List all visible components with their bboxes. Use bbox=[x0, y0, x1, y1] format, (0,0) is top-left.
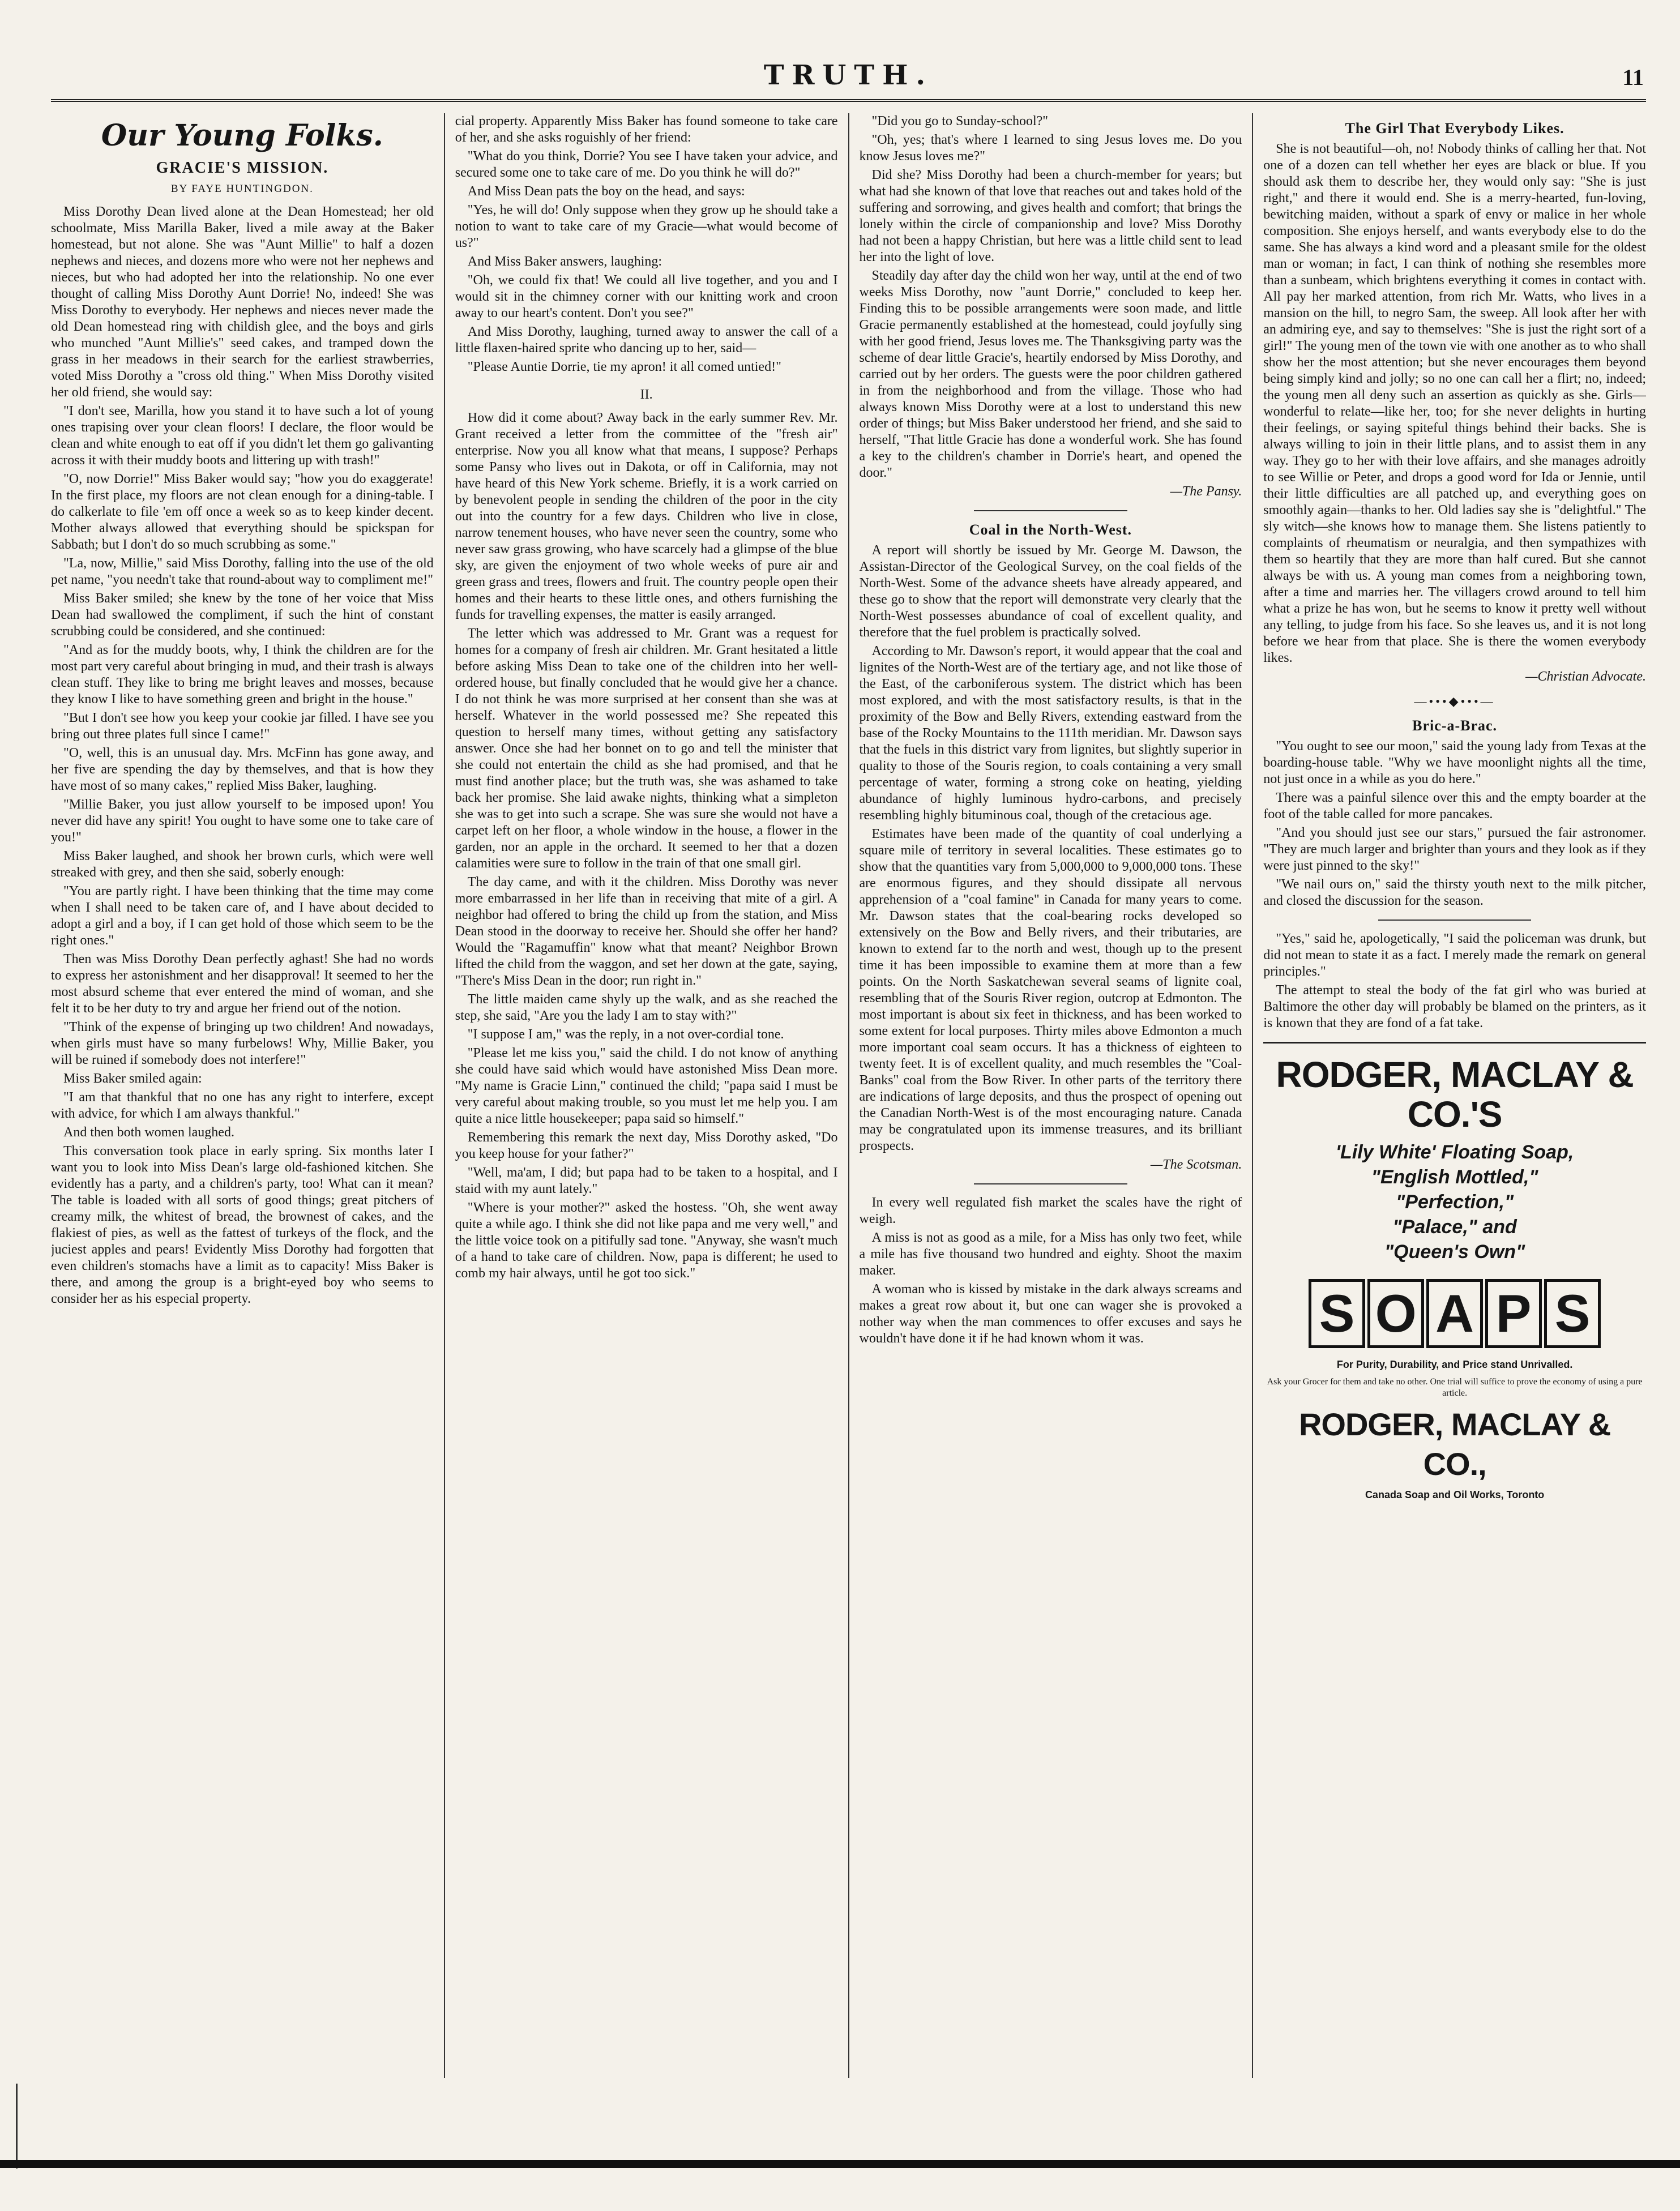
source-credit: —Christian Advocate. bbox=[1525, 669, 1646, 684]
paragraph: And Miss Dorothy, laughing, turned away to answer the call of a little flaxen-haired sprite who dancing up to her, said— bbox=[455, 324, 838, 356]
paragraph: "Yes, he will do! Only suppose when they grow up he should take a notion to want to take care of my Gracie—what would become of us?" bbox=[455, 203, 838, 250]
ad-product: 'Lily White' Floating Soap, bbox=[1335, 1141, 1574, 1163]
columns bbox=[51, 113, 1646, 2078]
paragraph: And Miss Baker answers, laughing: bbox=[467, 254, 662, 269]
divider bbox=[1378, 920, 1531, 921]
paragraph: "But I don't see how you keep your cookie jar filled. I have see you bring out three plates full since I came!" bbox=[51, 711, 434, 742]
paragraph: "What do you think, Dorrie? You see I have taken your advice, and secured some one to take care of me. Do you think he will do?" bbox=[455, 149, 838, 180]
paragraph: A woman who is kissed by mistake in the dark always screams and makes a great row about it, but one can wager she is provoked a nother way when the man commences to offer excuses and says he wouldn't have done it if he had known whom it was. bbox=[859, 1282, 1242, 1346]
column-4 bbox=[1252, 113, 1646, 2078]
source-credit: —The Scotsman. bbox=[1150, 1157, 1242, 1172]
paragraph: This conversation took place in early spring. Six months later I want you to look into Miss Dean's large old-fashioned kitchen. She evidently has a party, and a children's party, too! What can it mean? The table is loaded with all sorts of good things; great pitchers of creamy milk, the whitest of bread, the brownest of cakes, and the flakiest of pies, as well as the fattest of turkeys of the flock, and the juciest apples and pears! Evidently Miss Dorothy had forgotten that even children's stomachs have a limit as to capacity! Miss Baker is there, and among the group is a bright-eyed boy who seems to consider her as his especial property. bbox=[51, 1144, 434, 1306]
soaps-letter: P bbox=[1485, 1279, 1542, 1348]
soaps-letter: S bbox=[1544, 1279, 1601, 1348]
paragraph: Remembering this remark the next day, Miss Dorothy asked, "Do you keep house for your father?" bbox=[455, 1130, 838, 1161]
paragraph: "O, now Dorrie!" Miss Baker would say; "how you do exaggerate! In the first place, my floors are not clean enough for a dining-table. I do calkerlate to file 'em off once a week so as to keep kinder decent. Mother always allowed that everything should be spickspan for Sabbath; but I don't do so much scrubbing as some." bbox=[51, 472, 434, 552]
paragraph: Did she? Miss Dorothy had been a church-member for years; but what had she known of that love that reaches out and takes hold of the suffering and sorrowing, and gives health and comfort; that brings the lonely within the circle of companionship and love? Miss Dorothy had not been a happy Christian, but here was a little child sent to lead her into the light of love. bbox=[859, 168, 1242, 264]
soaps-letter: O bbox=[1367, 1279, 1424, 1348]
ad-product: "English Mottled," bbox=[1371, 1166, 1538, 1188]
soaps-letter: A bbox=[1426, 1279, 1483, 1348]
page-edge-mark bbox=[16, 2084, 18, 2169]
divider bbox=[974, 1183, 1127, 1184]
paragraph: "I am that thankful that no one has any right to interfere, except with advice, for which I am always thankful." bbox=[51, 1090, 434, 1121]
paragraph: According to Mr. Dawson's report, it would appear that the coal and lignites of the North-West are of the tertiary age, and not like those of the East, of the carboniferous system. The district which has been most explored, and with the most satisfactory results, is that in the proximity of the Bow and Belly Rivers, extending eastward from the base of the Rocky Mountains to the 111th meridian. Mr. Dawson says that the fuels in this district vary from lignites, but slightly superior in quality to those of the Souris region, to coals containing a very small percentage of water, forming a strong coke on heating, yielding abundance of highly luminous hydro-carbons, and precisely resembling highly bituminous coal, though of the cretacious age. bbox=[859, 644, 1242, 823]
bottom-border bbox=[0, 2160, 1680, 2168]
paragraph: "And you should just see our stars," pursued the fair astronomer. "They are much larger and brighter than yours and they look as if they were just pinned to the sky!" bbox=[1263, 826, 1646, 873]
paragraph: "O, well, this is an unusual day. Mrs. McFinn has gone away, and her five are spending the day by themselves, and that is how they have most of so many cakes," replied Miss Baker, laughing. bbox=[51, 746, 434, 793]
paragraph: "Where is your mother?" asked the hostess. "Oh, she went away quite a while ago. I think she did not like papa and me very well," and the little voice took on a pitifully sad tone. "Anyway, she wasn't much of a hand to take care of children. Now, papa is different; he used to comb my hair always, until he got too sick." bbox=[455, 1200, 838, 1281]
paragraph: "La, now, Millie," said Miss Dorothy, falling into the use of the old pet name, "you needn't take that round-about way to compliment me!" bbox=[51, 556, 434, 587]
ad-product: "Palace," and bbox=[1392, 1216, 1517, 1238]
soaps-lettering bbox=[1263, 1279, 1646, 1348]
paragraph: "You ought to see our moon," said the young lady from Texas at the boarding-house table. "Why we have moonlight nights all the time, not just once in a while as you do here." bbox=[1263, 739, 1646, 786]
paragraph: "Think of the expense of bringing up two children! And nowadays, when girls must have so many furbelows! Why, Millie Baker, you will be ruined if somebody does not interfere!" bbox=[51, 1020, 434, 1067]
paragraph: How did it come about? Away back in the early summer Rev. Mr. Grant received a letter from the committee of the "fresh air" enterprise. Now you all know what that means, I suppose? Perhaps some Pansy who lives out in Dakota, or off in California, may not have heard of this New York scheme. Briefly, it is a work carried on by benevolent people in sending the children of the poor in the city out into the country for a few days. Children who live in close, narrow tenement houses, who have never seen the country, some who never saw grass growing, who have scarcely had a glimpse of the blue sky, are given the enjoyment of two whole weeks of pure air and green grass and trees, flowers and fruit. The country people open their homes and their hearts to these little ones, and others furnishing the funds for travelling expenses, the matter is easily arranged. bbox=[455, 410, 838, 622]
paragraph: And then both women laughed. bbox=[63, 1125, 234, 1140]
article-title: Coal in the North-West. bbox=[969, 521, 1132, 538]
ad-firm-name: RODGER, MACLAY & CO.'S bbox=[1276, 1054, 1634, 1135]
department-heading: Our Young Folks. bbox=[101, 118, 383, 153]
paragraph: There was a painful silence over this and the empty boarder at the foot of the table called for more pancakes. bbox=[1263, 790, 1646, 822]
ad-firm-name-bottom: RODGER, MACLAY & CO., bbox=[1298, 1406, 1611, 1482]
paragraph: Miss Baker smiled; she knew by the tone of her voice that Miss Dean had swallowed the compliment, if such the hint of constant scrubbing could be considered, and she continued: bbox=[51, 591, 434, 639]
paragraph: "Did you go to Sunday-school?" bbox=[871, 114, 1049, 129]
ad-tagline: For Purity, Durability, and Price stand Unrivalled. bbox=[1336, 1359, 1573, 1370]
paragraph: The day came, and with it the children. Miss Dorothy was never more embarrassed in her life than in receiving that mite of a girl. A neighbor had offered to bring the child up from the station, and Miss Dean stood in the doorway to receive her. Should she offer her hand? Would the "Ragamuffin" know what that meant? Neighbor Brown lifted the child from the waggon, and set her down at the gate, saying, "There's Miss Dean in the door; run right in." bbox=[455, 875, 838, 988]
paragraph: Estimates have been made of the quantity of coal underlying a square mile of territory in several localities. These estimates go to show that the quantities vary from 5,000,000 to 9,000,000 tons. These are enormous figures, and they should dissipate all nervous apprehension of a "coal famine" in Canada for many years to come. Mr. Dawson states that the coal-bearing rocks developed so extensively on the Bow and Belly rivers, and their tributaries, are known to extend far to the north and west, though up to the present time it has been impossible to examine them at more than a few points. On the North Saskatchewan several seams of lignite coal, resembling that of the Souris River region, outcrop at Edmonton. The most important is about six feet in thickness, and has been worked to some extent for local purposes. Thirty miles above Edmonton a much more important coal seam occurs. It has a thickness of eighteen to twenty feet. It is of excellent quality, and much resembles the "Coal-Banks" coal from the Bow River. In other parts of the territory there are indications of large deposits, and thus the prospect of opening out the Canadian North-West is of the most encouraging nature. Canada may be congratulated upon its immense treasures, and its brilliant prospects. bbox=[859, 827, 1242, 1153]
article-title: Bric-a-Brac. bbox=[1412, 717, 1498, 734]
ad-product: "Queen's Own" bbox=[1384, 1241, 1525, 1263]
paragraph: A miss is not as good as a mile, for a Miss has only two feet, while a mile has five thousand two hundred and eighty. Shoot the maxim maker. bbox=[859, 1230, 1242, 1278]
paragraph: The little maiden came shyly up the walk, and as she reached the step, she said, "Are you the lady I am to stay with?" bbox=[455, 992, 838, 1023]
column-3 bbox=[848, 113, 1252, 2078]
paragraph: "Please let me kiss you," said the child. I do not know of anything she could have said which would have astonished Miss Dean more. "My name is Gracie Linn," continued the child; "papa said I must be very careful about making trouble, so you must let me help you. I am quite a nice little housekeeper; papa said so himself." bbox=[455, 1046, 838, 1126]
paragraph: "Oh, yes; that's where I learned to sing Jesus loves me. Do you know Jesus loves me?" bbox=[859, 132, 1242, 164]
ad-instructions: Ask your Grocer for them and take no other. One trial will suffice to prove the economy of using a pure article. bbox=[1267, 1377, 1643, 1398]
masthead bbox=[51, 54, 1646, 102]
soap-advertisement bbox=[1263, 1042, 1646, 1501]
paragraph: The attempt to steal the body of the fat girl who was buried at Baltimore the other day will probably be blamed on the printers, as it is known that they are fond of a fat take. bbox=[1263, 983, 1646, 1030]
newspaper-title: TRUTH. bbox=[763, 59, 934, 91]
story-byline: BY FAYE HUNTINGDON. bbox=[170, 183, 314, 195]
paragraph: "Please Auntie Dorrie, tie my apron! it all comed untied!" bbox=[467, 360, 781, 374]
paragraph: Steadily day after day the child won her way, until at the end of two weeks Miss Dorothy, now "aunt Dorrie," concluded to keep her. Finding this to be possible arrangements were soon made, and little Gracie permanently established at the homestead, could joyfully sing with her good friend, Jesus loves me. The Thanksgiving party was the scheme of dear little Gracie's, heartily endorsed by Miss Dorothy, and carried out by her orders. The guests were the poor children gathered in from the neighborhood and from the village. Those who had always known Miss Dorothy were at a lost to understand this new order of things; but Miss Baker understood her friend, and she said to herself, "That little Gracie has done a wonderful work. She has found a key to the children's chamber in Dorrie's heart, and opened the door." bbox=[859, 268, 1242, 480]
soaps-letter: S bbox=[1309, 1279, 1365, 1348]
article-title: The Girl That Everybody Likes. bbox=[1345, 120, 1564, 136]
ornament-divider: —•••◆•••— bbox=[1414, 694, 1495, 708]
paragraph: She is not beautiful—oh, no! Nobody thinks of calling her that. Not one of a dozen can tell whether her eyes are black or blue. If you should ask them to describe her, they would only say: "She is just right," and there it would end. She is a merry-hearted, fun-loving, bewitching maiden, without a spark of envy or malice in her whole composition. She enjoys herself, and wants everybody else to do the same. She has always a kind word and a pleasant smile for the oldest man or woman; in fact, I can think of nothing she resembles more than a sunbeam, which brightens everything it comes in contact with. All pay her marked attention, from rich Mr. Watts, who lives in a mansion on the hill, to negro Sam, the sweep. All look after her with an admiring eye, and say to themselves: "She is just the right sort of a girl!" The young men of the town vie with one another as to who shall show her the most attention; but she never encourages them beyond being simply kind and jolly; so no one can call her a flirt; no, indeed; the young men all deny such an assertion as quickly as she. Girls—wonderful to relate—like her, too; for she never delights in hurting their feelings, or saying spiteful things behind their backs. She is always willing to join in their little plans, and to assist them in any way. They go to her with their love affairs, and she manages adroitly to see Willie or Peter, and drops a good word for Ida or Jennie, until their little difficulties are all patched up, and everything goes on smoothly again—thanks to her. Old ladies say she is "delightful." The sly witch—she knows how to manage them. She listens patiently to complaints of rheumatism or neuralgia, and then sympathizes with them so heartily that they are more than half cured. But she cannot always be with us. A young man comes from a neighboring town, after a time and marries her. The villagers crowd around to tell him what a prize he has won, but he seems to know it pretty well without any telling, to judge from his face. So she leaves us, and it is not long before we hear from that place. She is there the women everybody likes. bbox=[1263, 142, 1646, 665]
paragraph: "Millie Baker, you just allow yourself to be imposed upon! You never did have any spirit! You ought to have some one to take care of you!" bbox=[51, 797, 434, 845]
paragraph: "I suppose I am," was the reply, in a not over-cordial tone. bbox=[467, 1027, 784, 1042]
divider bbox=[974, 510, 1127, 511]
ad-works-address: Canada Soap and Oil Works, Toronto bbox=[1365, 1489, 1545, 1500]
ad-product: "Perfection," bbox=[1396, 1191, 1514, 1213]
paragraph: Miss Baker laughed, and shook her brown curls, which were well streaked with grey, and then she said, soberly enough: bbox=[51, 849, 434, 880]
paragraph: "We nail ours on," said the thirsty youth next to the milk pitcher, and closed the discussion for the season. bbox=[1263, 877, 1646, 908]
paragraph: The letter which was addressed to Mr. Grant was a request for homes for a company of fresh air children. Mr. Grant hesitated a little before asking Miss Dean to take one of the children into her well-ordered house, but finally concluded that he would give her a chance. I do not think he was more surprised at her consent than she was at herself. Whatever in the world possessed me? She repeated this question to herself many times, without getting any satisfactory answer. Once she had her bonnet on to go and tell the minister that she could not entertain the child as she had promised, and that he must find another place; but the truth was, she was ashamed to take back her promise. She laid awake nights, thinking what a simpleton she was to get into such a scrape. She was sure she would not have a carpet left on her floor, a whole window in the house, a flower in the garden, nor an apple in the orchard. It seemed to her that a dozen calamities were sure to follow in the train of that one small girl. bbox=[455, 626, 838, 871]
source-credit: —The Pansy. bbox=[1170, 484, 1242, 499]
page-number: 11 bbox=[1622, 65, 1644, 90]
paragraph: And Miss Dean pats the boy on the head, and says: bbox=[467, 184, 745, 199]
paragraph: "Oh, we could fix that! We could all live together, and you and I would sit in the chimney corner with our knitting work and croon away to our heart's content. Don't you see?" bbox=[455, 273, 838, 320]
paragraph: In every well regulated fish market the scales have the right of weigh. bbox=[859, 1195, 1242, 1226]
paragraph: "I don't see, Marilla, how you stand it to have such a lot of young ones trapising over your clean floors! I declare, the floor would be clean and white enough to eat off if you didn't let them go galivanting across it with their muddy boots and littering up with trash!" bbox=[51, 404, 434, 468]
column-1 bbox=[51, 113, 444, 2078]
paragraph: Miss Dorothy Dean lived alone at the Dean Homestead; her old schoolmate, Miss Marilla Baker, lived a mile away at the Baker homestead, but not alone. She was "Aunt Millie" to half a dozen nephews and nieces, and dozens more who were not her nephews and nieces, but who had adopted her into the relationship. No one ever thought of calling Miss Dorothy Aunt Dorrie! No, indeed! She was Miss Dorothy to everybody. Her nephews and nieces never made the old Dean homestead ring with childish glee, and the boys and girls who munched "Aunt Millie's" seed cakes, and tramped down the grass in her meadows in their search for the earliest strawberries, voted Miss Dorothy a "cross old thing." When Miss Dorothy visited her old friend, she would say: bbox=[51, 204, 434, 400]
paragraph: "Yes," said he, apologetically, "I said the policeman was drunk, but did not mean to state it as a fact. I merely made the remark on general principles." bbox=[1263, 931, 1646, 979]
section-number: II. bbox=[640, 387, 653, 402]
paragraph: cial property. Apparently Miss Baker has found someone to take care of her, and she asks roguishly of her friend: bbox=[455, 114, 838, 145]
paragraph: "Well, ma'am, I did; but papa had to be taken to a hospital, and I staid with my aunt lately." bbox=[455, 1165, 838, 1196]
paragraph: A report will shortly be issued by Mr. George M. Dawson, the Assistan-Director of the Geological Survey, on the coal fields of the North-West. Some of the advance sheets have already appeared, and these go to show that the report will demonstrate very clearly that the North-West possesses abundance of coal of excellent quality, and therefore that the fuel problem is practically solved. bbox=[859, 543, 1242, 640]
paragraph: "You are partly right. I have been thinking that the time may come when I shall need to be taken care of, and I have about decided to adopt a girl and a boy, if I can get hold of those which seem to be the right ones." bbox=[51, 884, 434, 948]
paragraph: Miss Baker smiled again: bbox=[63, 1071, 202, 1086]
column-2 bbox=[444, 113, 848, 2078]
story-title: GRACIE'S MISSION. bbox=[156, 159, 329, 177]
paragraph: "And as for the muddy boots, why, I think the children are for the most part very careful about bringing in mud, and their trash is always clean stuff. They like to bring me bright leaves and mosses, because they know I like to have something green and bright in the house." bbox=[51, 643, 434, 707]
paragraph: Then was Miss Dorothy Dean perfectly aghast! She had no words to express her astonishment and her disapproval! It seemed to her the most absurd scheme that ever entered the mind of woman, and she felt it to be her duty to try and argue her friend out of the notion. bbox=[51, 952, 434, 1016]
